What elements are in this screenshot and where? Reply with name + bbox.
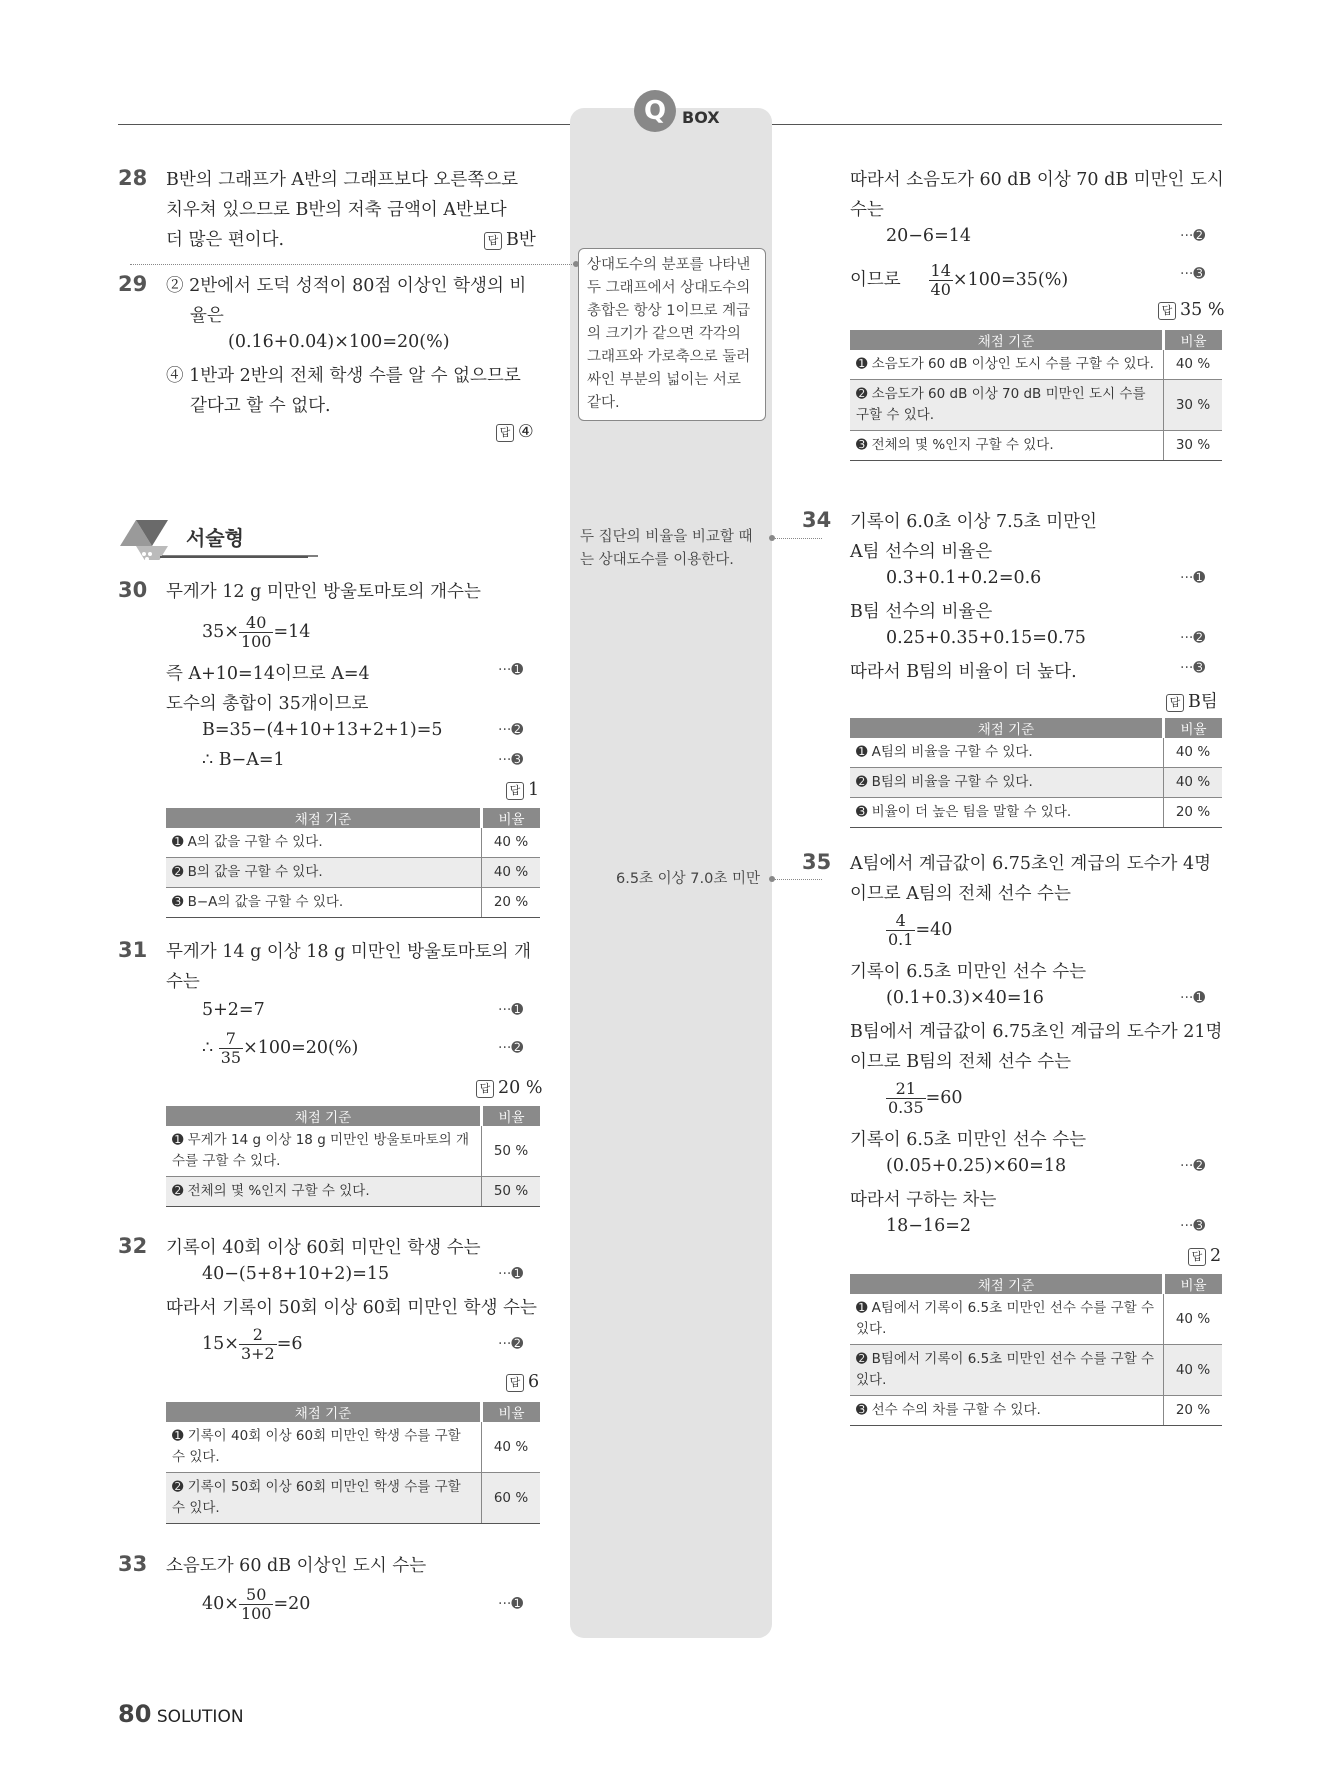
formula: 0.25+0.35+0.15=0.75 [886,628,1086,648]
answer-value: 2 [1210,1246,1222,1266]
criterion: ➋ B의 값을 구할 수 있다. [166,858,482,888]
formula-part: 35× [202,622,239,642]
numerator: 2 [239,1326,277,1345]
ratio: 40 % [1164,1345,1223,1396]
criterion: ➌ 비율이 더 높은 팀을 말할 수 있다. [850,798,1164,828]
table-header: 비율 [482,1106,541,1126]
table-header: 채점 기준 [166,808,482,828]
text-line: 기록이 6.5초 미만인 선수 수는 [850,962,1087,982]
text-line: ④ 1반과 2반의 전체 학생 수를 알 수 없으므로 [166,366,521,386]
ratio: 50 % [482,1126,541,1177]
page-number: 80 [118,1700,152,1728]
table-header: 채점 기준 [850,1274,1164,1294]
criterion: ➋ 소음도가 60 dB 이상 70 dB 미만인 도시 수를 구할 수 있다. [850,380,1164,431]
problem-number: 30 [118,578,148,602]
denominator: 35 [220,1048,242,1067]
table-header: 채점 기준 [850,718,1164,738]
criterion: ➊ 무게가 14 g 이상 18 g 미만인 방울토마토의 개수를 구할 수 있다. [166,1126,482,1177]
step-marker: ···➊ [498,1266,524,1282]
step-marker: ···➋ [1180,630,1206,646]
denominator: 0.1 [888,930,914,949]
text-line: 도수의 총합이 35개이므로 [166,694,369,714]
text-line: 소음도가 60 dB 이상인 도시 수는 [166,1556,427,1576]
ratio: 40 % [1164,1294,1223,1345]
text-line: 즉 A+10=14이므로 A=4 [166,664,370,684]
section-title-text: 서술형 [186,526,244,550]
text-line: 기록이 6.5초 미만인 선수 수는 [850,1130,1087,1150]
step-marker: ···➊ [1180,570,1206,586]
answer-icon: 답 [1166,694,1184,712]
table-row [850,1345,1222,1396]
ratio: 60 % [482,1473,541,1524]
criterion: ➋ 기록이 50회 이상 60회 미만인 학생 수를 구할 수 있다. [166,1473,482,1524]
ratio: 20 % [1164,1396,1223,1426]
formula-part: =6 [276,1334,303,1354]
text-line: 더 많은 편이다. [166,230,285,250]
table-row [850,768,1222,798]
answer-icon: 답 [484,232,502,250]
table-header: 비율 [482,1402,541,1422]
answer [496,422,534,442]
formula: 40−(5+8+10+2)=15 [202,1264,390,1284]
table-header: 채점 기준 [166,1106,482,1126]
q-logo: Q [634,90,676,132]
ratio: 40 % [1164,738,1223,768]
answer [484,226,536,251]
formula: 20−6=14 [886,226,971,246]
formula-part: =14 [273,622,311,642]
note-leader-1 [130,264,576,265]
answer-icon: 답 [506,782,524,800]
numerator: 50 [239,1586,274,1605]
text-line: 율은 [190,306,224,326]
formula-part: ×100=35(%) [952,270,1069,290]
text-line: 치우쳐 있으므로 B반의 저축 금액이 A반보다 [166,200,507,220]
section-underline-bar [160,556,308,558]
scoring-table [850,330,1222,461]
side-note-2: 두 집단의 비율을 비교할 때는 상대도수를 이용한다. [580,529,753,568]
table-row [166,1473,540,1524]
table-row [166,828,540,858]
formula: 5+2=7 [202,1000,265,1020]
problem-number: 28 [118,166,148,190]
problem-number: 29 [118,272,148,296]
formula [850,262,1068,299]
problem-number: 33 [118,1552,148,1576]
scoring-table [166,808,540,918]
numerator: 40 [239,614,274,633]
formula: (0.1+0.3)×40=16 [886,988,1044,1008]
formula [202,614,310,651]
criterion: ➌ 선수 수의 차를 구할 수 있다. [850,1396,1164,1426]
text-prefix: 이므로 [850,270,901,290]
text-line: 이므로 A팀의 전체 선수 수는 [850,884,1071,904]
fraction [929,262,953,299]
step-marker: ···➋ [498,722,524,738]
ratio: 50 % [482,1177,541,1207]
formula-part: 40× [202,1594,239,1614]
formula-part: =40 [915,920,953,940]
table-row [850,350,1222,380]
text-line: B팀 선수의 비율은 [850,602,993,622]
denominator: 40 [930,280,951,299]
text-line: 무게가 12 g 미만인 방울토마토의 개수는 [166,582,481,602]
denominator: 0.35 [888,1098,924,1117]
note-leader-2 [772,538,822,539]
ratio: 40 % [1164,768,1223,798]
step-marker: ···➌ [1180,660,1206,676]
fraction [886,912,915,949]
criterion: ➋ 전체의 몇 %인지 구할 수 있다. [166,1177,482,1207]
text-line: 수는 [850,200,884,220]
answer-value: B팀 [1188,692,1218,712]
note-leader-3 [772,879,822,880]
fraction [239,614,274,651]
scoring-table [850,718,1222,828]
text-line: 기록이 6.0초 이상 7.5초 미만인 [850,512,1097,532]
text-line: 따라서 B팀의 비율이 더 높다. [850,662,1077,682]
text-line: A팀 선수의 비율은 [850,542,993,562]
answer-icon: 답 [496,424,514,442]
criterion: ➌ 전체의 몇 %인지 구할 수 있다. [850,431,1164,461]
step-marker: ···➊ [498,662,524,678]
formula-part: =60 [925,1088,963,1108]
text-line: B반의 그래프가 A반의 그래프보다 오른쪽으로 [166,170,519,190]
answer-icon: 답 [506,1374,524,1392]
table-row [850,1294,1222,1345]
formula: (0.05+0.25)×60=18 [886,1156,1067,1176]
text-line: 수는 [166,972,200,992]
criterion: ➋ B팀에서 기록이 6.5초 미만인 선수 수를 구할 수 있다. [850,1345,1164,1396]
denominator: 3+2 [240,1344,275,1363]
answer-value: ④ [518,422,534,442]
ratio: 30 % [1164,431,1223,461]
numerator: 7 [219,1030,243,1049]
table-row [166,1126,540,1177]
table-row [166,888,540,918]
step-marker: ···➊ [498,1002,524,1018]
side-note-1: 상대도수의 분포를 나타낸 두 그래프에서 상대도수의 총합은 항상 1이므로 계급의 크기가 같으면 각각의 그래프와 가로축으로 둘러싸인 부분의 넓이는 서로 같다. [578,248,766,421]
formula: 18−16=2 [886,1216,971,1236]
text-line: 따라서 소음도가 60 dB 이상 70 dB 미만인 도시 [850,170,1224,190]
criterion: ➊ A팀에서 기록이 6.5초 미만인 선수 수를 구할 수 있다. [850,1294,1164,1345]
text-line: 이므로 B팀의 전체 선수 수는 [850,1052,1072,1072]
answer [1188,1246,1221,1266]
formula [886,912,952,949]
ratio: 20 % [1164,798,1223,828]
text-line: 같다고 할 수 없다. [190,396,331,416]
criterion: ➌ B−A의 값을 구할 수 있다. [166,888,482,918]
formula [202,1326,303,1363]
ratio: 20 % [482,888,541,918]
text-line: 무게가 14 g 이상 18 g 미만인 방울토마토의 개 [166,942,532,962]
page-footer [118,1700,244,1728]
section-title [118,516,318,560]
step-marker: ···➋ [1180,1158,1206,1174]
answer-value: 35 % [1180,300,1225,320]
answer-value: 20 % [498,1078,543,1098]
table-row [850,1396,1222,1426]
denominator: 100 [240,1604,272,1623]
table-row [166,858,540,888]
ratio: 40 % [482,828,541,858]
fraction [219,1030,243,1067]
table-row [166,1177,540,1207]
answer [476,1078,542,1098]
answer [1158,300,1224,320]
answer [506,780,539,800]
criterion: ➊ A팀의 비율을 구할 수 있다. [850,738,1164,768]
scoring-table [850,1274,1222,1426]
criterion: ➊ A의 값을 구할 수 있다. [166,828,482,858]
step-marker: ···➊ [498,1596,524,1612]
formula: 0.3+0.1+0.2=0.6 [886,568,1042,588]
ratio: 30 % [1164,380,1223,431]
answer-icon: 답 [1158,302,1176,320]
step-marker: ···➌ [1180,1218,1206,1234]
table-row [850,738,1222,768]
problem-number: 35 [802,850,832,874]
scoring-table [166,1402,540,1524]
criterion: ➊ 소음도가 60 dB 이상인 도시 수를 구할 수 있다. [850,350,1164,380]
text-line: ② 2반에서 도덕 성적이 80점 이상인 학생의 비 [166,276,527,296]
fraction [886,1080,926,1117]
note-leader-dot [573,261,579,267]
formula [202,1030,358,1067]
formula-part: ∴ [202,1038,219,1058]
formula: (0.16+0.04)×100=20(%) [228,332,450,352]
answer-icon: 답 [476,1080,494,1098]
table-header: 채점 기준 [850,330,1164,350]
step-marker: ···➌ [1180,266,1206,282]
formula: B=35−(4+10+13+2+1)=5 [202,720,443,740]
table-row [166,1422,540,1473]
answer [506,1372,539,1392]
formula: ∴ B−A=1 [202,750,285,770]
step-marker: ···➋ [498,1336,524,1352]
criterion: ➋ B팀의 비율을 구할 수 있다. [850,768,1164,798]
fraction [239,1326,277,1363]
formula-part: 15× [202,1334,239,1354]
scoring-table [166,1106,540,1207]
table-header: 채점 기준 [166,1402,482,1422]
answer-icon: 답 [1188,1248,1206,1266]
step-marker: ···➋ [1180,228,1206,244]
answer [1166,688,1218,713]
problem-number: 31 [118,938,148,962]
table-row [850,798,1222,828]
criterion: ➊ 기록이 40회 이상 60회 미만인 학생 수를 구할 수 있다. [166,1422,482,1473]
table-header: 비율 [1164,1274,1223,1294]
text-line: B팀에서 계급값이 6.75초인 계급의 도수가 21명 [850,1022,1223,1042]
formula-part: =20 [273,1594,311,1614]
numerator: 21 [886,1080,926,1099]
text-line: 기록이 40회 이상 60회 미만인 학생 수는 [166,1238,481,1258]
section-underline [118,516,318,560]
text-line: 따라서 구하는 차는 [850,1190,997,1210]
answer-value: 6 [528,1372,540,1392]
table-row [850,380,1222,431]
ratio: 40 % [482,1422,541,1473]
table-row [850,431,1222,461]
answer-value: 1 [528,780,540,800]
table-header: 비율 [1164,330,1223,350]
ratio: 40 % [482,858,541,888]
step-marker: ···➊ [1180,990,1206,1006]
numerator: 14 [930,261,951,280]
denominator: 100 [240,632,272,651]
footer-label: SOLUTION [156,1707,244,1727]
fraction [239,1586,274,1623]
formula [886,1080,963,1117]
problem-number: 34 [802,508,832,532]
problem-number: 32 [118,1234,148,1258]
table-header: 비율 [1164,718,1223,738]
table-header: 비율 [482,808,541,828]
text-line: 따라서 기록이 50회 이상 60회 미만인 학생 수는 [166,1298,537,1318]
numerator: 4 [886,912,915,931]
step-marker: ···➋ [498,1040,524,1056]
formula [202,1586,310,1623]
ratio: 40 % [1164,350,1223,380]
side-note-3: 6.5초 이상 7.0초 미만 [616,871,760,887]
qbox-label: BOX [682,108,720,127]
formula-part: ×100=20(%) [243,1038,359,1058]
answer-value: B반 [506,230,536,250]
step-marker: ···➌ [498,752,524,768]
text-line: A팀에서 계급값이 6.75초인 계급의 도수가 4명 [850,854,1212,874]
